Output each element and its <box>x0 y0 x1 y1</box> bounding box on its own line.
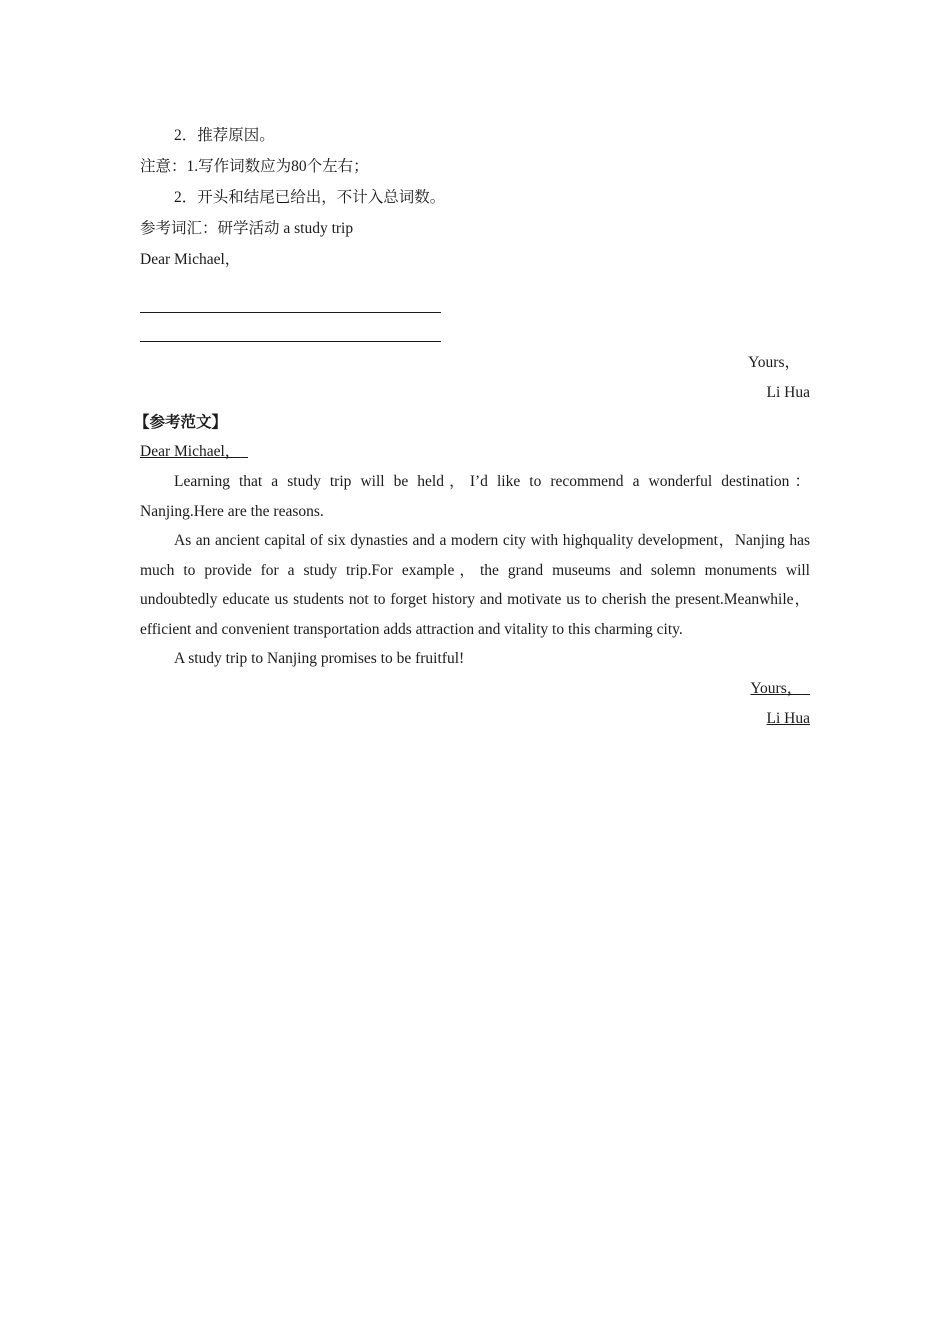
task-closing: Yours， <box>748 354 800 371</box>
sample-signature: Li Hua <box>766 709 810 727</box>
answer-blank-line-1 <box>140 275 810 313</box>
sample-paragraph-2: As an ancient capital of six dynasties and a modern city with highquality development，Nanjing has much to provide for a study trip.For example，the grand museums and solemn monuments will undoubtedly educate us students not to forget history and motivate us to cherish the present.Meanwhile，efficient and convenient transportation adds attraction and vitality to this charming city. <box>140 532 810 638</box>
task-greeting: Dear Michael， <box>140 251 241 268</box>
answer-blank-line-2 <box>140 313 810 342</box>
sample-heading: 【参考范文】 <box>134 414 228 431</box>
task-signature: Li Hua <box>766 384 810 401</box>
sample-paragraph-3: A study trip to Nanjing promises to be fruitful! <box>174 650 465 667</box>
task-note-2: 2．开头和结尾已给出，不计入总词数。 <box>174 189 446 206</box>
task-item-2: 2．推荐原因。 <box>174 127 275 144</box>
task-vocabulary: 参考词汇：研学活动 a study trip <box>140 220 354 237</box>
document-page <box>134 120 810 734</box>
sample-closing: Yours， <box>750 679 803 697</box>
sample-greeting: Dear Michael， <box>140 443 241 460</box>
sample-paragraph-1: Learning that a study trip will be held，I’d like to recommend a wonderful destination：Nanjing.Here are the reasons. <box>140 473 810 520</box>
task-note-1: 注意：1.写作词数应为80个左右； <box>140 158 369 175</box>
